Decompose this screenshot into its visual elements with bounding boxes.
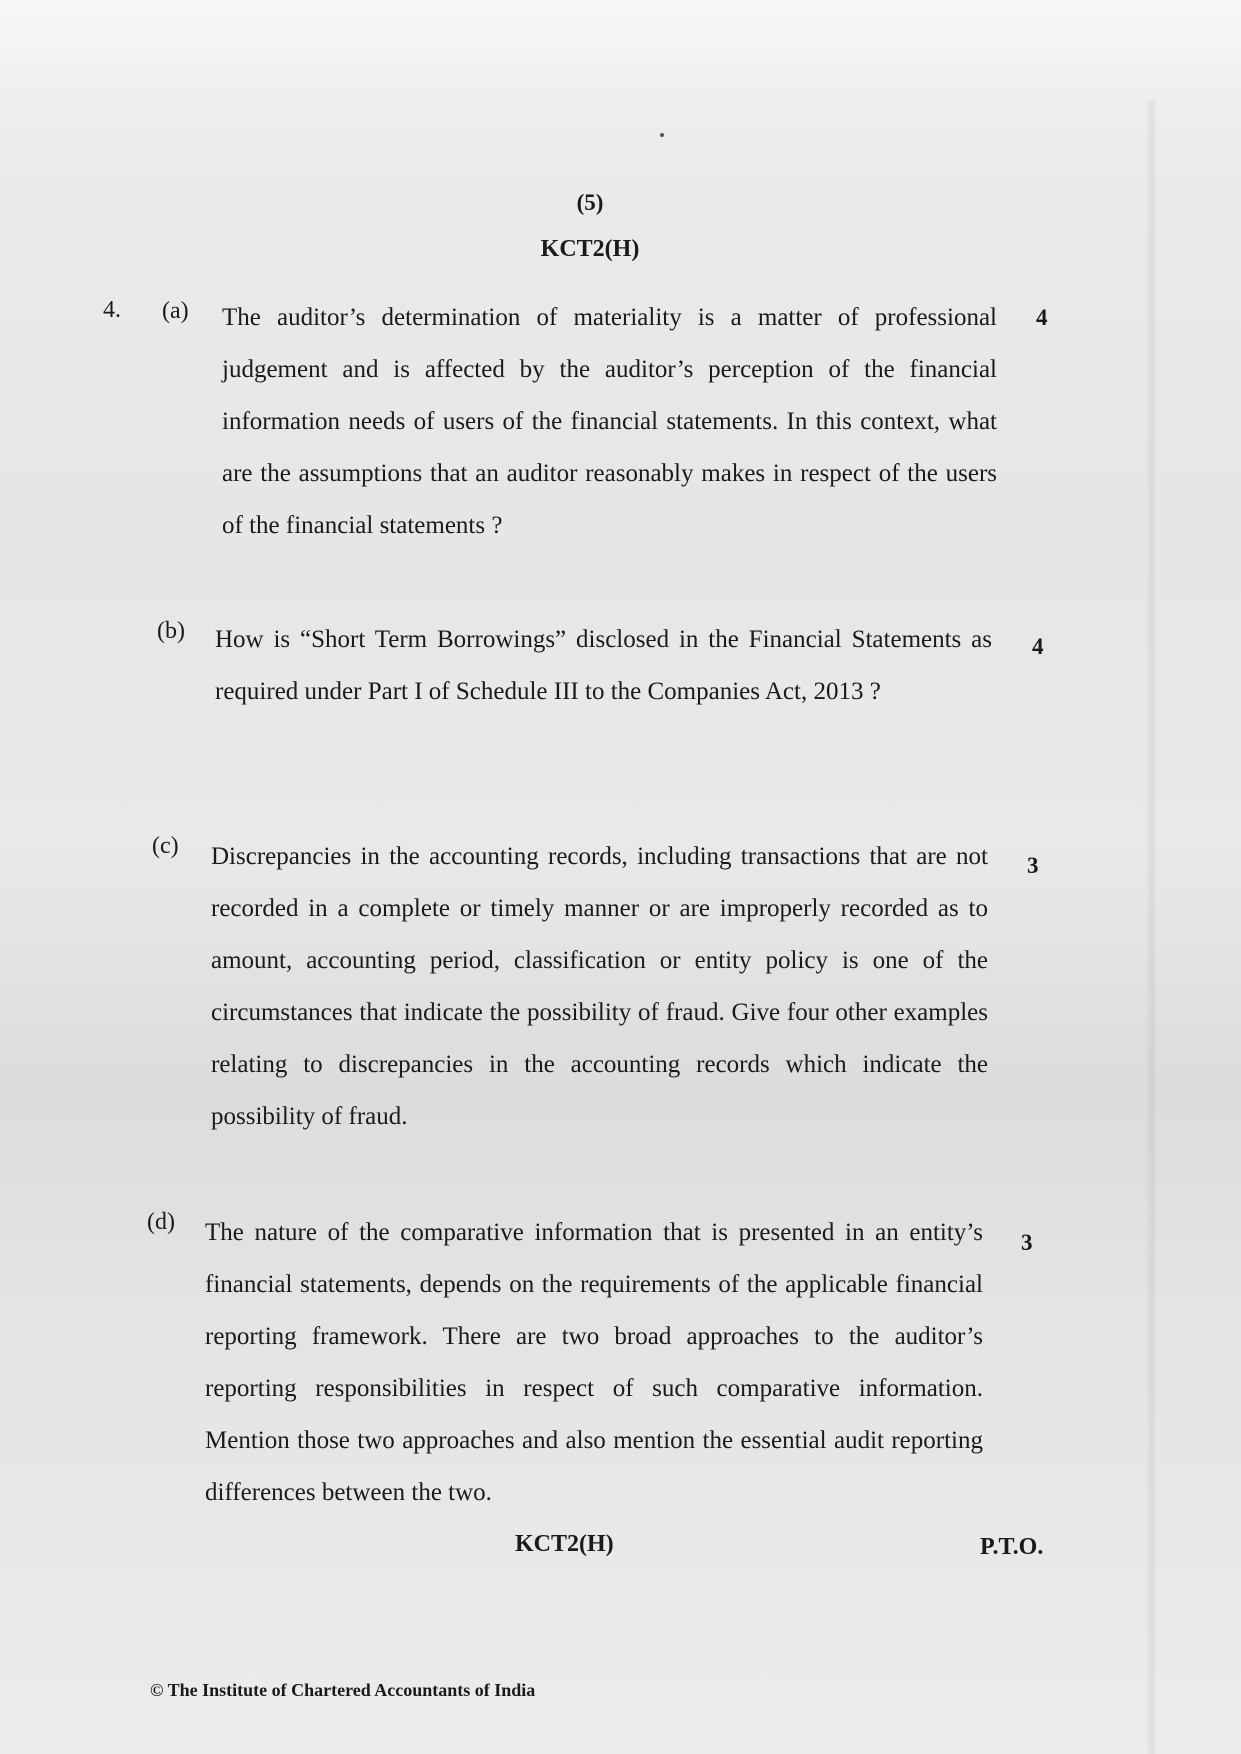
part-marks: 4 — [1032, 634, 1044, 659]
part-label: (d) — [147, 1209, 175, 1235]
copyright-notice: © The Institute of Chartered Accountants of India — [150, 1680, 536, 1700]
part-marks: 3 — [1021, 1230, 1033, 1255]
scan-edge-shadow — [1145, 100, 1157, 1754]
question-number: 4. — [103, 297, 121, 323]
part-marks: 3 — [1027, 853, 1039, 878]
part-label: (c) — [152, 833, 179, 859]
paper-code-header: KCT2(H) — [540, 236, 640, 262]
part-text: The nature of the comparative information that is presented in an entity’s financial statements, depends on the requirements of the applicable financial reporting framework. There are two broad approaches to the auditor’s reporting responsibilities in respect of such comparative information. Mention those two approaches and also mention the essential audit reporting differences between the two. — [205, 1219, 983, 1506]
part-label: (a) — [162, 298, 189, 324]
page-number: (5) — [576, 190, 604, 215]
part-text: The auditor’s determination of materiality is a matter of professional judgement and is affected by the auditor’s perception of the financial information needs of users of the financial statements. In this context, what are the assumptions that an auditor reasonably makes in respect of the users of the financial statements ? — [222, 304, 997, 539]
part-label: (b) — [157, 618, 185, 644]
part-marks: 4 — [1036, 305, 1048, 330]
paper-code-footer: KCT2(H) — [515, 1531, 614, 1557]
pto-label: P.T.O. — [980, 1534, 1044, 1560]
part-text: Discrepancies in the accounting records, including transactions that are not recorded in a complete or timely manner or are improperly recorded as to amount, accounting period, classification or entity policy is one of the circumstances that indicate the possibility of fraud. Give four other examples relating to discrepancies in the accounting records which indicate the possibility of fraud. — [211, 843, 988, 1130]
part-text: How is “Short Term Borrowings” disclosed in the Financial Statements as required under Part I of Schedule III to the Companies Act, 2013 ? — [215, 626, 992, 705]
scan-speck — [660, 133, 664, 137]
